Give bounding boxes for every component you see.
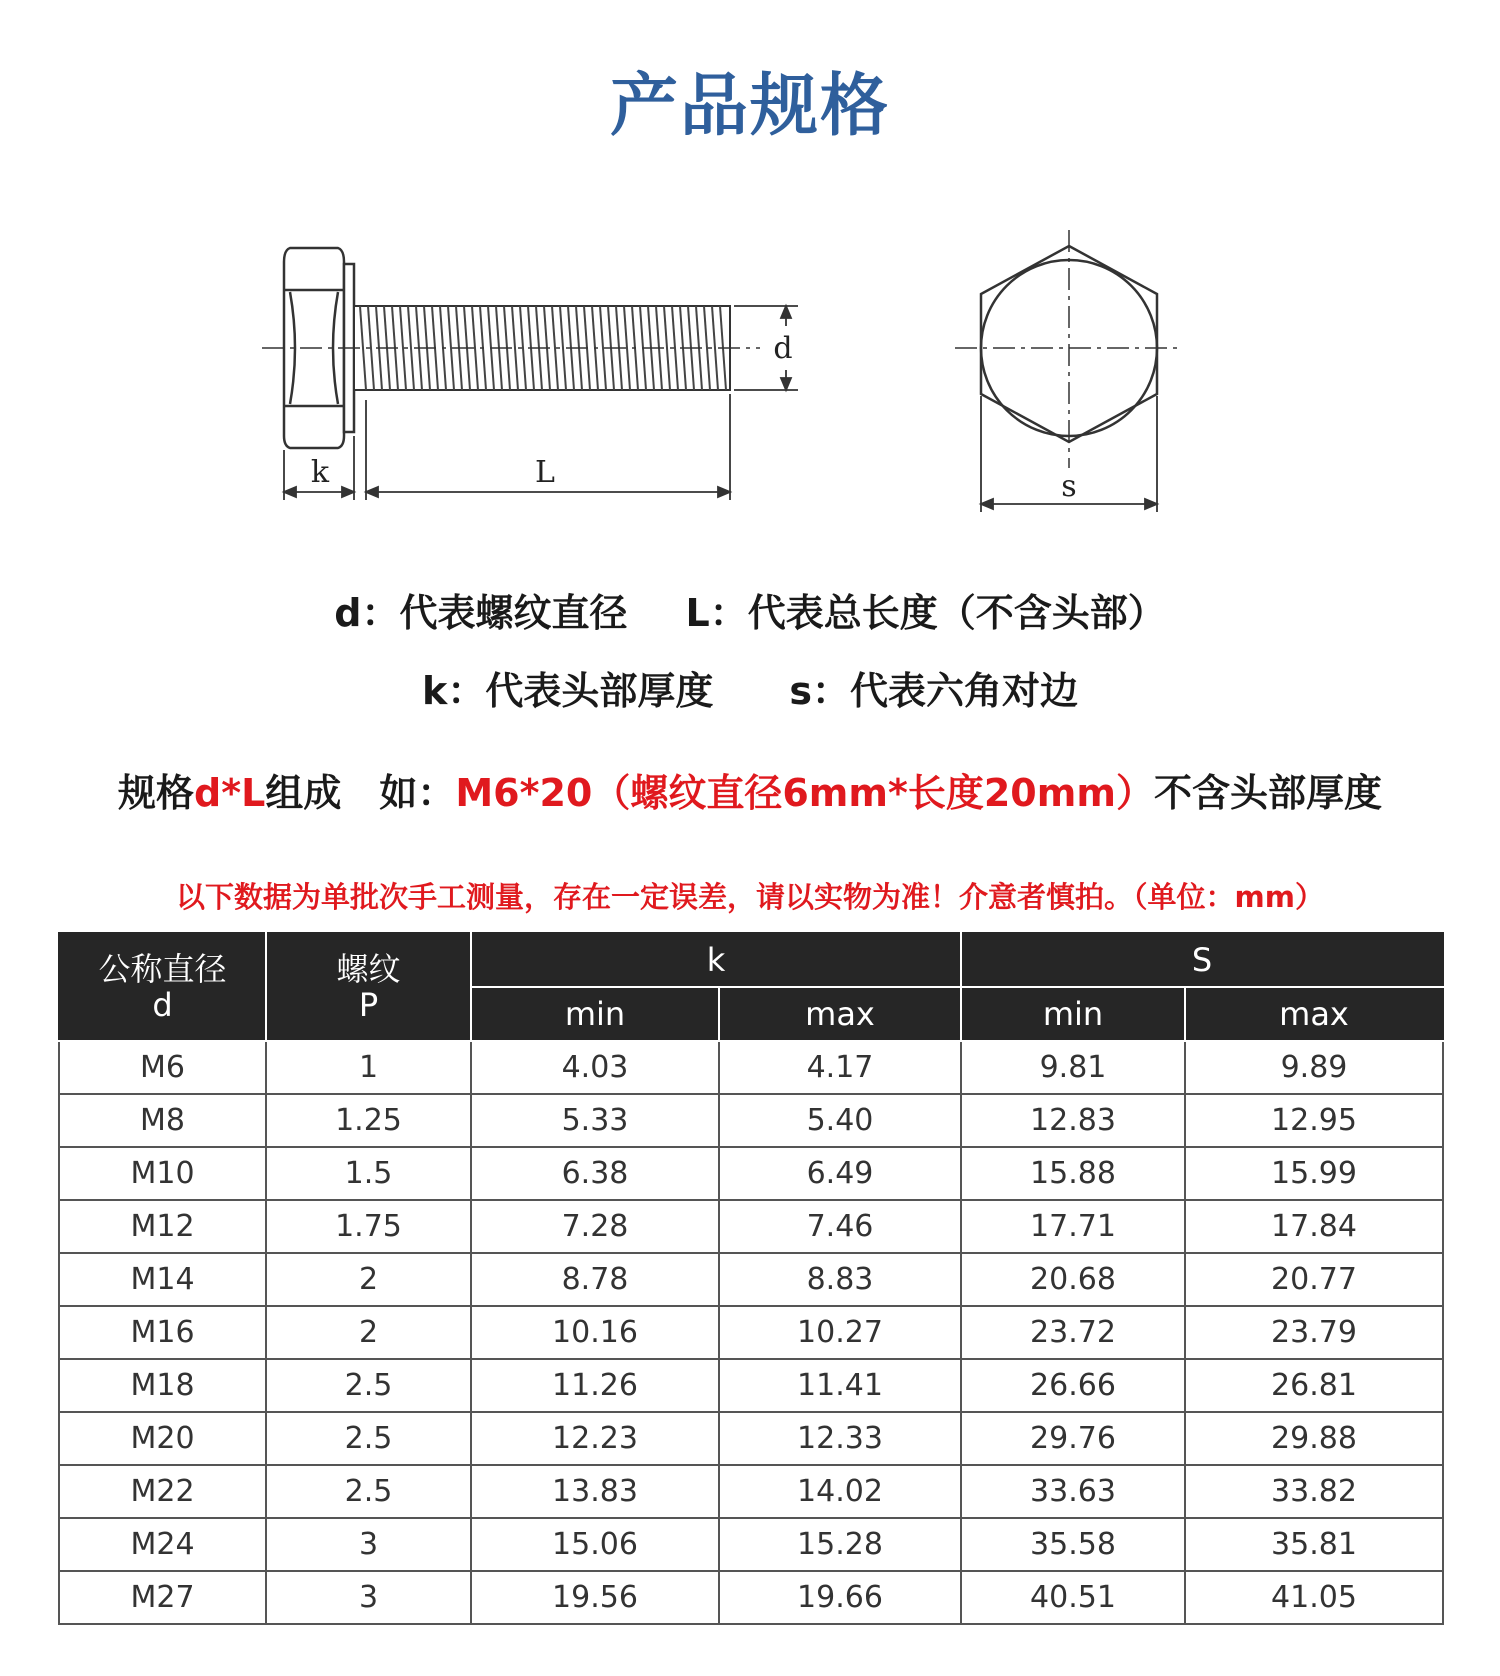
cell-s-max: 17.84 [1185,1200,1443,1253]
cell-diameter: M20 [59,1412,266,1465]
cell-diameter: M10 [59,1147,266,1200]
cell-pitch: 2 [266,1306,471,1359]
cell-s-min: 40.51 [961,1571,1185,1624]
cell-k-max: 19.66 [719,1571,961,1624]
header-k-group: k [471,933,961,987]
cell-diameter: M27 [59,1571,266,1624]
cell-s-max: 33.82 [1185,1465,1443,1518]
cell-k-min: 19.56 [471,1571,719,1624]
header-s-max: max [1185,987,1443,1041]
cell-diameter: M14 [59,1253,266,1306]
legend-d: d：代表螺纹直径 [334,591,628,635]
cell-s-min: 9.81 [961,1041,1185,1094]
cell-s-min: 12.83 [961,1094,1185,1147]
table-row [59,1465,1443,1518]
cell-k-max: 7.46 [719,1200,961,1253]
cell-k-min: 15.06 [471,1518,719,1571]
page-title: 产品规格 [609,67,890,146]
cell-s-max: 41.05 [1185,1571,1443,1624]
cell-pitch: 2.5 [266,1465,471,1518]
cell-k-max: 14.02 [719,1465,961,1518]
legend-line-1 [0,582,1500,637]
cell-k-min: 5.33 [471,1094,719,1147]
cell-pitch: 3 [266,1571,471,1624]
d-label: d [773,331,793,366]
measurement-notice: 以下数据为单批次手工测量，存在一定误差，请以实物为准！介意者慎拍。（单位：mm） [176,880,1324,914]
cell-pitch: 1.5 [266,1147,471,1200]
cell-k-max: 12.33 [719,1412,961,1465]
cell-s-max: 26.81 [1185,1359,1443,1412]
spec-part1: 规格 [118,771,195,815]
table-row [59,1518,1443,1571]
legend-line-2 [0,660,1500,715]
cell-k-min: 12.23 [471,1412,719,1465]
L-label: L [535,455,555,490]
cell-s-max: 15.99 [1185,1147,1443,1200]
spec-format-line [0,762,1500,817]
cell-diameter: M18 [59,1359,266,1412]
cell-diameter: M6 [59,1041,266,1094]
cell-s-min: 17.71 [961,1200,1185,1253]
cell-k-min: 11.26 [471,1359,719,1412]
cell-k-max: 4.17 [719,1041,961,1094]
cell-k-min: 8.78 [471,1253,719,1306]
cell-s-max: 12.95 [1185,1094,1443,1147]
table-row [59,1094,1443,1147]
cell-pitch: 1 [266,1041,471,1094]
cell-s-min: 20.68 [961,1253,1185,1306]
header-nominal-diameter: 公称直径 d [59,933,266,1041]
cell-k-min: 6.38 [471,1147,719,1200]
cell-diameter: M22 [59,1465,266,1518]
header-pitch: 螺纹 P [266,933,471,1041]
cell-k-min: 7.28 [471,1200,719,1253]
bolt-diagram [0,0,1500,560]
spec-table-body [59,1041,1443,1624]
cell-diameter: M24 [59,1518,266,1571]
cell-pitch: 3 [266,1518,471,1571]
spec-part2: d*L [194,771,266,815]
cell-k-min: 4.03 [471,1041,719,1094]
cell-pitch: 2.5 [266,1412,471,1465]
cell-pitch: 1.25 [266,1094,471,1147]
cell-k-min: 13.83 [471,1465,719,1518]
legend-L: L：代表总长度（不含头部） [685,591,1166,635]
k-label: k [310,455,330,490]
spec-part3: 组成 如： [265,771,456,815]
cell-s-min: 15.88 [961,1147,1185,1200]
cell-diameter: M12 [59,1200,266,1253]
header-k-max: max [719,987,961,1041]
cell-k-max: 8.83 [719,1253,961,1306]
table-row [59,1253,1443,1306]
table-row [59,1359,1443,1412]
header-s-group: S [961,933,1443,987]
cell-s-max: 23.79 [1185,1306,1443,1359]
cell-pitch: 2 [266,1253,471,1306]
cell-k-max: 6.49 [719,1147,961,1200]
cell-diameter: M8 [59,1094,266,1147]
table-row [59,1147,1443,1200]
cell-k-max: 11.41 [719,1359,961,1412]
header-s-min: min [961,987,1185,1041]
header-k-min: min [471,987,719,1041]
cell-k-min: 10.16 [471,1306,719,1359]
table-row [59,1412,1443,1465]
cell-s-min: 35.58 [961,1518,1185,1571]
cell-k-max: 15.28 [719,1518,961,1571]
cell-s-max: 29.88 [1185,1412,1443,1465]
cell-k-max: 10.27 [719,1306,961,1359]
table-row [59,1571,1443,1624]
cell-s-min: 29.76 [961,1412,1185,1465]
cell-pitch: 2.5 [266,1359,471,1412]
spec-part5: 不含头部厚度 [1153,771,1382,815]
cell-s-min: 26.66 [961,1359,1185,1412]
cell-pitch: 1.75 [266,1200,471,1253]
cell-s-max: 9.89 [1185,1041,1443,1094]
spec-table [58,932,1444,1625]
table-row [59,1041,1443,1094]
legend-s: s：代表六角对边 [789,669,1078,713]
cell-s-max: 20.77 [1185,1253,1443,1306]
cell-diameter: M16 [59,1306,266,1359]
legend-k: k：代表头部厚度 [422,669,714,713]
table-row [59,1306,1443,1359]
spec-example: M6*20（螺纹直径6mm*长度20mm） [455,771,1154,815]
cell-s-max: 35.81 [1185,1518,1443,1571]
s-label: s [1061,469,1077,504]
cell-k-max: 5.40 [719,1094,961,1147]
cell-s-min: 23.72 [961,1306,1185,1359]
cell-s-min: 33.63 [961,1465,1185,1518]
table-row [59,1200,1443,1253]
